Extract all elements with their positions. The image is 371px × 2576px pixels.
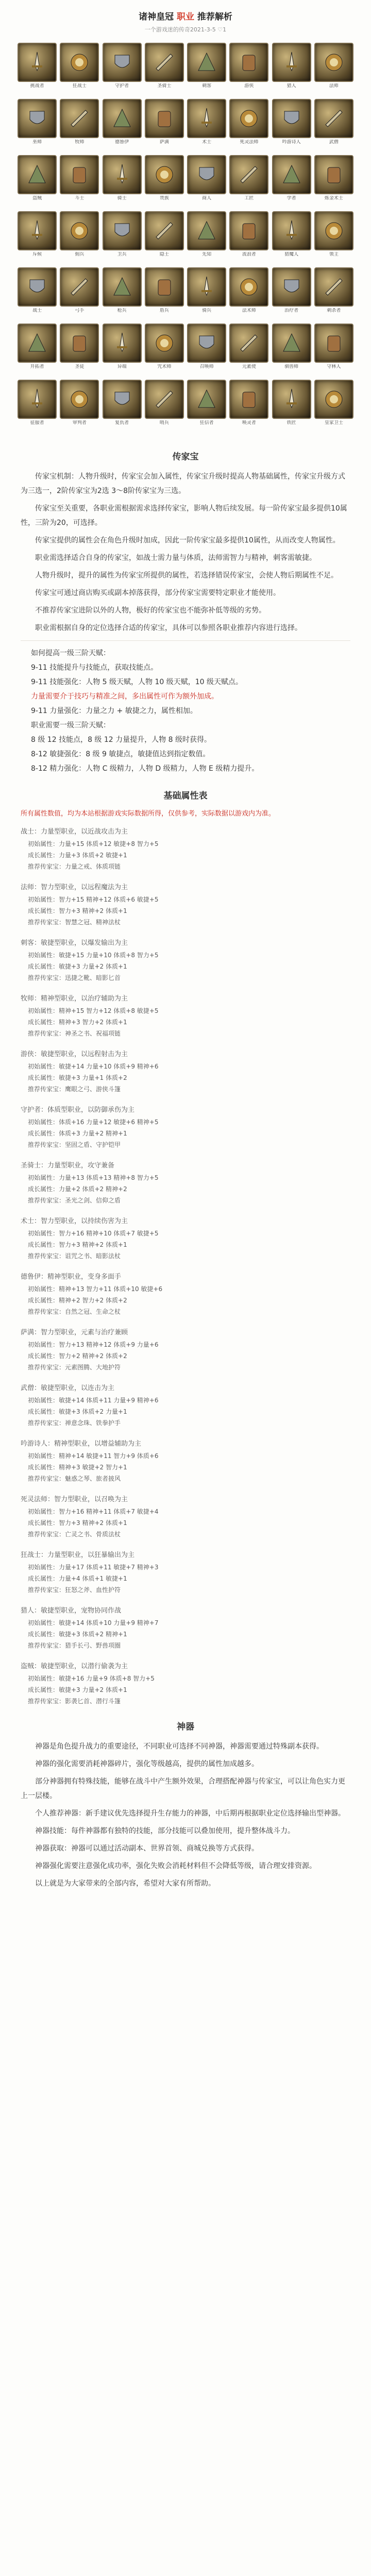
tower-icon[interactable] [103,211,142,250]
stat-block [0,993,371,1039]
icon-label: 狂战士 [72,83,87,89]
lute-icon[interactable] [272,99,311,138]
stat-line: 成长属性：力量+3 体质+2 敏捷+1 [28,852,127,859]
icon-cell[interactable] [272,324,311,376]
shield-icon[interactable] [103,43,142,82]
stat-line: 初始属性：精神+15 智力+12 体质+8 敏捷+5 [28,1007,159,1014]
icon-cell[interactable] [314,99,353,151]
icon-label: 骑士 [117,196,127,201]
horse-icon[interactable] [103,155,142,194]
icon-label: 武僧 [329,140,339,145]
icon-cell[interactable] [18,324,57,376]
icon-label: 斗士 [75,196,85,201]
cross-icon[interactable] [60,99,99,138]
stat-line: 成长属性：精神+2 智力+2 体质+2 [28,1297,127,1304]
icon-cell[interactable] [187,211,226,263]
shield2-icon[interactable] [145,267,184,307]
paragraph: 神器的强化需要消耗神器碎片，强化等级越高，提供的属性加成越多。 [35,1760,259,1768]
icon-label: 炼金术士 [324,196,343,201]
icon-cell[interactable] [314,43,353,95]
crown-icon[interactable] [145,155,184,194]
map-icon[interactable] [18,324,57,363]
stat-line: 成长属性：敏捷+3 力量+2 体质+1 [28,963,127,970]
bow2-icon[interactable] [60,267,99,307]
paragraph: 传家宝机制：人物升级时，传家宝会加入属性，传家宝升级时提高人物基础属性，传家宝升级方式为三选一，2阶传家宝为2选 3～8阶传家宝为三选。 [21,472,345,495]
mask-icon[interactable] [18,155,57,194]
icon-label: 卫兵 [117,252,127,257]
scale-icon[interactable] [60,380,99,419]
icon-label: 征服者 [30,420,44,426]
hammer-icon[interactable] [60,155,99,194]
paragraph: 传家宝至关重要，各职业需根据需求选择传家宝，影响人物后续发展。每一阶传家宝最多提供10属性，三阶为20，可选择。 [21,504,347,527]
stat-block [0,882,371,928]
stat-line: 初始属性：力量+13 体质+13 精神+8 智力+5 [28,1174,159,1181]
icon-cell[interactable] [18,43,57,95]
icon-cell[interactable] [272,211,311,263]
paragraph: 部分神器拥有特殊技能，能够在战斗中产生额外效果，合理搭配神器与传家宝，可以让角色实力更上一层楼。 [21,1777,345,1800]
icon-label: 骑兵 [202,308,212,313]
icon-label: 盾兵 [159,308,169,313]
stat-line: 推荐传家宝：迅捷之靴、暗影匕首 [28,974,121,981]
stat-heading: 猎人：敏捷型职业，宠物协同作战 [21,1607,122,1615]
stat-line: 推荐传家宝：魅惑之琴、旅者披风 [28,1475,121,1482]
icon-label: 唤灵者 [242,420,256,426]
anvil2-icon[interactable] [272,380,311,419]
icon-cell[interactable] [60,267,99,319]
icon-cell[interactable] [60,211,99,263]
stat-line: 成长属性：体质+3 力量+2 精神+1 [28,1130,127,1137]
icon-label: 死灵法师 [240,140,259,145]
stat-line: 初始属性：敏捷+16 力量+9 体质+8 智力+5 [28,1675,155,1682]
title-prefix: 诸神皇冠 [139,12,174,22]
arrow-icon[interactable] [272,43,311,82]
icon-label: 挑战者 [30,83,44,89]
icon-label: 咒术师 [157,364,172,369]
rune-icon[interactable] [145,324,184,363]
paragraph: 神器技能：每件神器都有独特的技能，部分技能可以叠加使用，提升整体战斗力。 [35,1827,295,1835]
icon-label: 刺杀者 [327,308,341,313]
paragraph: 传家宝可通过商店购买或副本掉落获得，部分传家宝需要特定职业才能使用。 [35,589,280,597]
icon-label: 圣徒 [75,364,85,369]
title-highlight: 职业 [177,12,194,22]
stat-heading: 法师：智力型职业，以远程魔法为主 [21,884,128,891]
icon-cell[interactable] [145,380,184,432]
paragraph: 以上就是为大家带来的全部内容，希望对大家有所帮助。 [35,1879,215,1888]
icon-cell[interactable] [187,324,226,376]
icon-label: 隐士 [159,252,169,257]
icon-label: 守林人 [327,364,341,369]
claw-icon[interactable] [272,211,311,250]
stat-line: 推荐传家宝：亡灵之书、骨质法杖 [28,1531,121,1538]
icon-cell[interactable] [18,380,57,432]
stat-heading: 盗贼：敏捷型职业，以潜行偷袭为主 [21,1663,128,1670]
icon-cell[interactable] [187,99,226,151]
icon-cell[interactable] [229,155,268,207]
icon-cell[interactable] [103,324,142,376]
icon-cell[interactable] [145,267,184,319]
article-header [0,0,371,38]
stat-block [0,1104,371,1150]
icon-cell[interactable] [60,324,99,376]
divider [21,640,350,641]
stat-block [0,1660,371,1707]
stat-line: 成长属性：敏捷+3 力量+1 体质+2 [28,1074,127,1081]
stat-heading: 萨满：智力型职业，元素与治疗兼顾 [21,1329,128,1336]
icon-cell[interactable] [272,380,311,432]
icon-cell[interactable] [187,155,226,207]
stat-line: 推荐传家宝：神圣之书、祝福项链 [28,1030,121,1037]
sword2-icon[interactable] [18,267,57,307]
stat-line: 成长属性：力量+2 体质+2 精神+2 [28,1185,127,1193]
icon-cell[interactable] [103,155,142,207]
stat-line: 推荐传家宝：狂怒之斧、血性护符 [28,1586,121,1594]
paragraph: 个人推荐神器：新手建议优先选择提升生存能力的神器，中后期再根据职业定位选择输出型神器。 [35,1809,345,1818]
icon-cell[interactable] [60,380,99,432]
stat-line: 初始属性：体质+16 力量+12 敏捷+6 精神+5 [28,1118,159,1126]
lantern-icon[interactable] [145,380,184,419]
stat-line: 成长属性：智力+2 精神+2 体质+2 [28,1352,127,1360]
icon-cell[interactable] [18,155,57,207]
section-title-artifact: 神器 [177,1722,194,1732]
icon-label: 斥候 [32,252,42,257]
star-icon[interactable] [187,211,226,250]
recommend-line: 力量需要介于技巧与精准之间，多出属性可作为额外加成。 [31,692,218,701]
stat-heading: 吟游诗人：精神型职业，以增益辅助为主 [21,1440,142,1448]
icon-cell[interactable] [145,99,184,151]
castle-icon[interactable] [314,211,353,250]
icon-cell[interactable] [145,43,184,95]
icon-label: 铁匠 [286,420,296,426]
icon-cell[interactable] [103,211,142,263]
stat-line: 成长属性：敏捷+3 力量+2 体质+1 [28,1686,127,1693]
tree-icon[interactable] [314,324,353,363]
intro-paragraphs [0,469,371,635]
icon-cell[interactable] [229,99,268,151]
recommend-list [0,646,371,776]
bolt-icon[interactable] [229,324,268,363]
stat-line: 推荐传家宝：禅意念珠、铁拳护手 [28,1419,121,1427]
dagger-icon[interactable] [187,43,226,82]
stat-line: 推荐传家宝：鹰眼之弓、游侠斗篷 [28,1086,121,1093]
stat-line: 初始属性：敏捷+14 体质+11 力量+9 精神+6 [28,1397,159,1404]
icon-label: 佣兵 [75,252,85,257]
icon-label: 法师 [329,83,339,89]
recommend-line: 8-12 敏捷强化：8 级 9 敏捷点，敏捷值达到指定数值。 [31,750,210,758]
recommend-line: 9-11 技能强化：人物 5 级天赋，人物 10 级天赋，10 级天赋点。 [31,678,243,686]
icon-cell[interactable] [103,99,142,151]
icon-cell[interactable] [229,43,268,95]
icon-label: 盗贼 [32,196,42,201]
stat-line: 成长属性：智力+3 精神+2 体质+1 [28,1241,127,1248]
stat-heading: 战士：力量型职业，以近战攻击为主 [21,828,128,836]
paragraph: 神器获取：神器可以通过活动副本、世界首领、商城兑换等方式获得。 [35,1844,259,1853]
icon-label: 召唤师 [199,364,214,369]
icon-label: 元素使 [242,364,256,369]
icon-label: 皇家卫士 [324,420,343,426]
icon-grid [0,38,371,437]
icon-cell[interactable] [229,211,268,263]
stat-block [0,1494,371,1540]
paragraph: 职业需根据自身的定位选择合适的传家宝，具体可以参照各职业推荐内容进行选择。 [35,624,302,632]
stat-line: 成长属性：敏捷+3 体质+2 力量+1 [28,1408,127,1415]
recommend-line: 8 级 12 技能点，8 级 12 力量提升，人物 8 级时获得。 [31,736,211,744]
sword-icon[interactable] [18,43,57,82]
icon-cell[interactable] [103,267,142,319]
stat-line: 成长属性：精神+3 敏捷+2 智力+1 [28,1464,127,1471]
icon-cell[interactable] [314,324,353,376]
bone-icon[interactable] [229,99,268,138]
section-title-stats: 基础属性表 [163,791,208,801]
icon-cell[interactable] [272,43,311,95]
stat-block [0,1271,371,1317]
stat-line: 初始属性：精神+14 敏捷+11 智力+9 体质+6 [28,1452,159,1460]
icon-cell[interactable] [187,267,226,319]
stat-line: 初始属性：敏捷+15 力量+10 体质+8 智力+5 [28,952,159,959]
stat-line: 推荐传家宝：圣光之剑、信仰之盾 [28,1197,121,1204]
stat-line: 推荐传家宝：坚固之盾、守护铠甲 [28,1141,121,1148]
icon-cell[interactable] [18,267,57,319]
stat-block [0,1549,371,1596]
icon-cell[interactable] [314,380,353,432]
icon-cell[interactable] [272,99,311,151]
icon-cell[interactable] [145,211,184,263]
stat-heading: 德鲁伊：精神型职业，变身多面手 [21,1273,122,1281]
title-suffix: 推荐解析 [197,12,232,22]
stat-block [0,1160,371,1206]
icon-cell[interactable] [60,155,99,207]
skull-icon[interactable] [187,99,226,138]
icon-label: 术士 [202,140,212,145]
icon-label: 学者 [286,196,296,201]
icon-label: 驯兽师 [284,364,299,369]
icon-label: 流浪者 [242,252,256,257]
axe-icon[interactable] [60,43,99,82]
stat-blocks [0,826,371,1707]
icon-label: 守护者 [115,83,129,89]
stat-heading: 术士：智力型职业，以持续伤害为主 [21,1217,128,1225]
icon-label: 弓手 [75,308,85,313]
stat-heading: 死灵法师：智力型职业，以召唤为主 [21,1496,128,1503]
stat-line: 初始属性：智力+15 精神+12 体质+6 敏捷+5 [28,896,159,903]
flag-icon[interactable] [18,380,57,419]
moon-icon[interactable] [145,211,184,250]
icon-label: 治疗者 [284,308,299,313]
torch-icon[interactable] [187,380,226,419]
anvil-icon[interactable] [229,155,268,194]
icon-label: 牧师 [75,140,85,145]
icon-cell[interactable] [314,267,353,319]
icon-label: 哨兵 [159,420,169,426]
section-title-intro: 传家宝 [172,452,199,462]
icon-label: 战士 [32,308,42,313]
stat-heading: 游侠：敏捷型职业，以远程射击为主 [21,1050,128,1058]
stat-block [0,1215,371,1262]
bow-icon[interactable] [229,43,268,82]
stat-line: 初始属性：智力+13 精神+12 体质+9 力量+6 [28,1341,159,1348]
circle-icon[interactable] [187,324,226,363]
icon-label: 吟游诗人 [282,140,301,145]
icon-label: 领主 [329,252,339,257]
icon-cell[interactable] [60,99,99,151]
icon-cell[interactable] [145,155,184,207]
stat-heading: 守护者：体质型职业，以防御承伤为主 [21,1106,135,1114]
stat-line: 推荐传家宝：猎手长弓、野兽项圈 [28,1642,121,1649]
stat-line: 成长属性：敏捷+3 体质+2 精神+1 [28,1631,127,1638]
stats-note: 所有属性数值，均为本站根据游戏实际数据所得，仅供参考，实际数据以游戏内为准。 [21,810,276,818]
stat-line: 推荐传家宝：力量之戒、体质项链 [28,863,121,870]
stat-block [0,1327,371,1373]
helmet-icon[interactable] [145,43,184,82]
paragraph: 人物升级时，提升的属性为传家宝所提供的属性，若选择错误传家宝，会使人物后期属性不足。 [35,571,338,580]
stat-block [0,1605,371,1651]
icon-label: 游侠 [244,83,254,89]
stat-heading: 牧师：精神型职业，以治疗辅助为主 [21,995,128,1003]
icon-label: 先知 [202,252,212,257]
eye-icon[interactable] [18,211,57,250]
stat-block [0,826,371,872]
stat-line: 推荐传家宝：诅咒之书、暗影法杖 [28,1252,121,1260]
staff-icon[interactable] [314,43,353,82]
paw-icon[interactable] [272,324,311,363]
icon-label: 商人 [202,196,212,201]
stat-line: 初始属性：敏捷+14 体质+10 力量+9 精神+7 [28,1619,159,1626]
stat-line: 成长属性：精神+3 智力+2 体质+1 [28,1019,127,1026]
stat-line: 推荐传家宝：自然之冠、生命之杖 [28,1308,121,1315]
icon-cell[interactable] [103,43,142,95]
stat-line: 初始属性：精神+13 智力+11 体质+10 敏捷+6 [28,1285,163,1293]
artifact-paragraphs [0,1739,371,1891]
stat-heading: 狂战士：力量型职业，以狂暴输出为主 [21,1551,135,1559]
icon-label: 刺客 [202,83,212,89]
paragraph: 职业需选择适合自身的传家宝，如战士需力量与体质，法师需智力与精神，刺客需敏捷。 [35,554,316,562]
stat-block [0,937,371,984]
stat-line: 成长属性：力量+4 体质+1 敏捷+1 [28,1575,127,1582]
icon-label: 德鲁伊 [115,140,129,145]
stat-block [0,1048,371,1095]
recommend-line: 9-11 力量强化：力量之力 + 敏捷之力，属性相加。 [31,707,197,715]
staff2-icon[interactable] [229,267,268,307]
stat-heading: 圣骑士：力量型职业，攻守兼备 [21,1162,115,1170]
halo-icon[interactable] [60,324,99,363]
stat-block [0,1382,371,1429]
article-title [0,9,371,22]
spear2-icon[interactable] [103,267,142,307]
flame-icon[interactable] [103,324,142,363]
stat-heading: 武僧：敏捷型职业，以连击为主 [21,1384,115,1392]
totem-icon[interactable] [145,99,184,138]
stat-line: 初始属性：智力+16 精神+11 体质+7 敏捷+4 [28,1508,159,1515]
icon-label: 狂信者 [199,420,214,426]
icon-cell[interactable] [229,324,268,376]
icon-cell[interactable] [314,211,353,263]
icon-cell[interactable] [272,267,311,319]
dagger2-icon[interactable] [314,267,353,307]
icon-cell[interactable] [18,99,57,151]
stat-heading: 刺客：敏捷型职业，以爆发输出为主 [21,939,128,947]
stat-line: 初始属性：敏捷+14 力量+10 体质+9 精神+6 [28,1063,159,1070]
icon-cell[interactable] [18,211,57,263]
fist-icon[interactable] [314,99,353,138]
icon-cell[interactable] [272,155,311,207]
icon-label: 枪兵 [117,308,127,313]
stat-line: 成长属性：智力+3 精神+2 体质+1 [28,1519,127,1527]
leaf-icon[interactable] [103,99,142,138]
heart-icon[interactable] [272,267,311,307]
article-meta: 一个游戏迷的传奇2021-3-5 ♡1 [144,26,227,33]
icon-label: 法术师 [242,308,256,313]
paragraph: 神器是角色提升战力的重要途径，不同职业可选择不同神器，神器需要通过特殊副本获得。 [35,1742,324,1751]
icon-label: 圣骑士 [157,83,172,89]
recommend-line: 9-11 技能提升与技能点，获取技能点。 [31,664,158,672]
icon-cell[interactable] [314,155,353,207]
icon-label: 萨满 [159,140,169,145]
stat-block [0,1438,371,1484]
icon-cell[interactable] [187,380,226,432]
blade-icon[interactable] [103,380,142,419]
icon-cell[interactable] [229,267,268,319]
paragraph: 传家宝提供的属性会在角色升级时加成，因此一阶传家宝最多提供10属性，从而改变人物属性。 [35,536,340,545]
coin-icon[interactable] [187,155,226,194]
icon-cell[interactable] [60,43,99,95]
icon-label: 开拓者 [30,364,44,369]
stat-line: 推荐传家宝：影袭匕首、潜行斗篷 [28,1698,121,1705]
stat-line: 推荐传家宝：智慧之冠、精神法杖 [28,919,121,926]
icon-cell[interactable] [103,380,142,432]
orb-icon[interactable] [18,99,57,138]
recommend-line: 如何提高一级三阶天赋： [31,649,110,657]
icon-label: 工匠 [244,196,254,201]
stat-line: 成长属性：智力+3 精神+2 体质+1 [28,907,127,914]
paragraph: 不推荐传家宝进阶以外的人物，极好的传家宝也不能弥补低等级的劣势。 [35,606,266,615]
icon-label: 猎魔人 [284,252,299,257]
icon-cell[interactable] [187,43,226,95]
book-icon[interactable] [272,155,311,194]
icon-label: 异端 [117,364,127,369]
stat-line: 推荐传家宝：元素图腾、大地护符 [28,1364,121,1371]
icon-label: 复仇者 [115,420,129,426]
icon-label: 猎人 [286,83,296,89]
ghost-icon[interactable] [229,380,268,419]
spear-icon[interactable] [60,211,99,250]
icon-label: 审判者 [72,420,87,426]
potion-icon[interactable] [314,155,353,194]
stat-line: 初始属性：智力+16 精神+10 体质+7 敏捷+5 [28,1230,159,1237]
icon-cell[interactable] [229,380,268,432]
horse2-icon[interactable] [187,267,226,307]
recommend-line: 职业需要一级三阶天赋： [31,721,110,730]
crown2-icon[interactable] [314,380,353,419]
icon-label: 巫师 [32,140,42,145]
recommend-line: 8-12 精力强化：人物 C 级精力，人物 D 级精力，人物 E 级精力提升。 [31,765,259,773]
boot-icon[interactable] [229,211,268,250]
icon-label: 贵族 [159,196,169,201]
paragraph: 神器强化需要注意强化成功率，强化失败会消耗材料但不会降低等级，请合理安排资源。 [35,1862,316,1870]
icon-cell[interactable] [145,324,184,376]
stat-line: 初始属性：力量+17 体质+11 敏捷+7 精神+3 [28,1564,159,1571]
stat-line: 初始属性：力量+15 体质+12 敏捷+8 智力+5 [28,840,159,848]
